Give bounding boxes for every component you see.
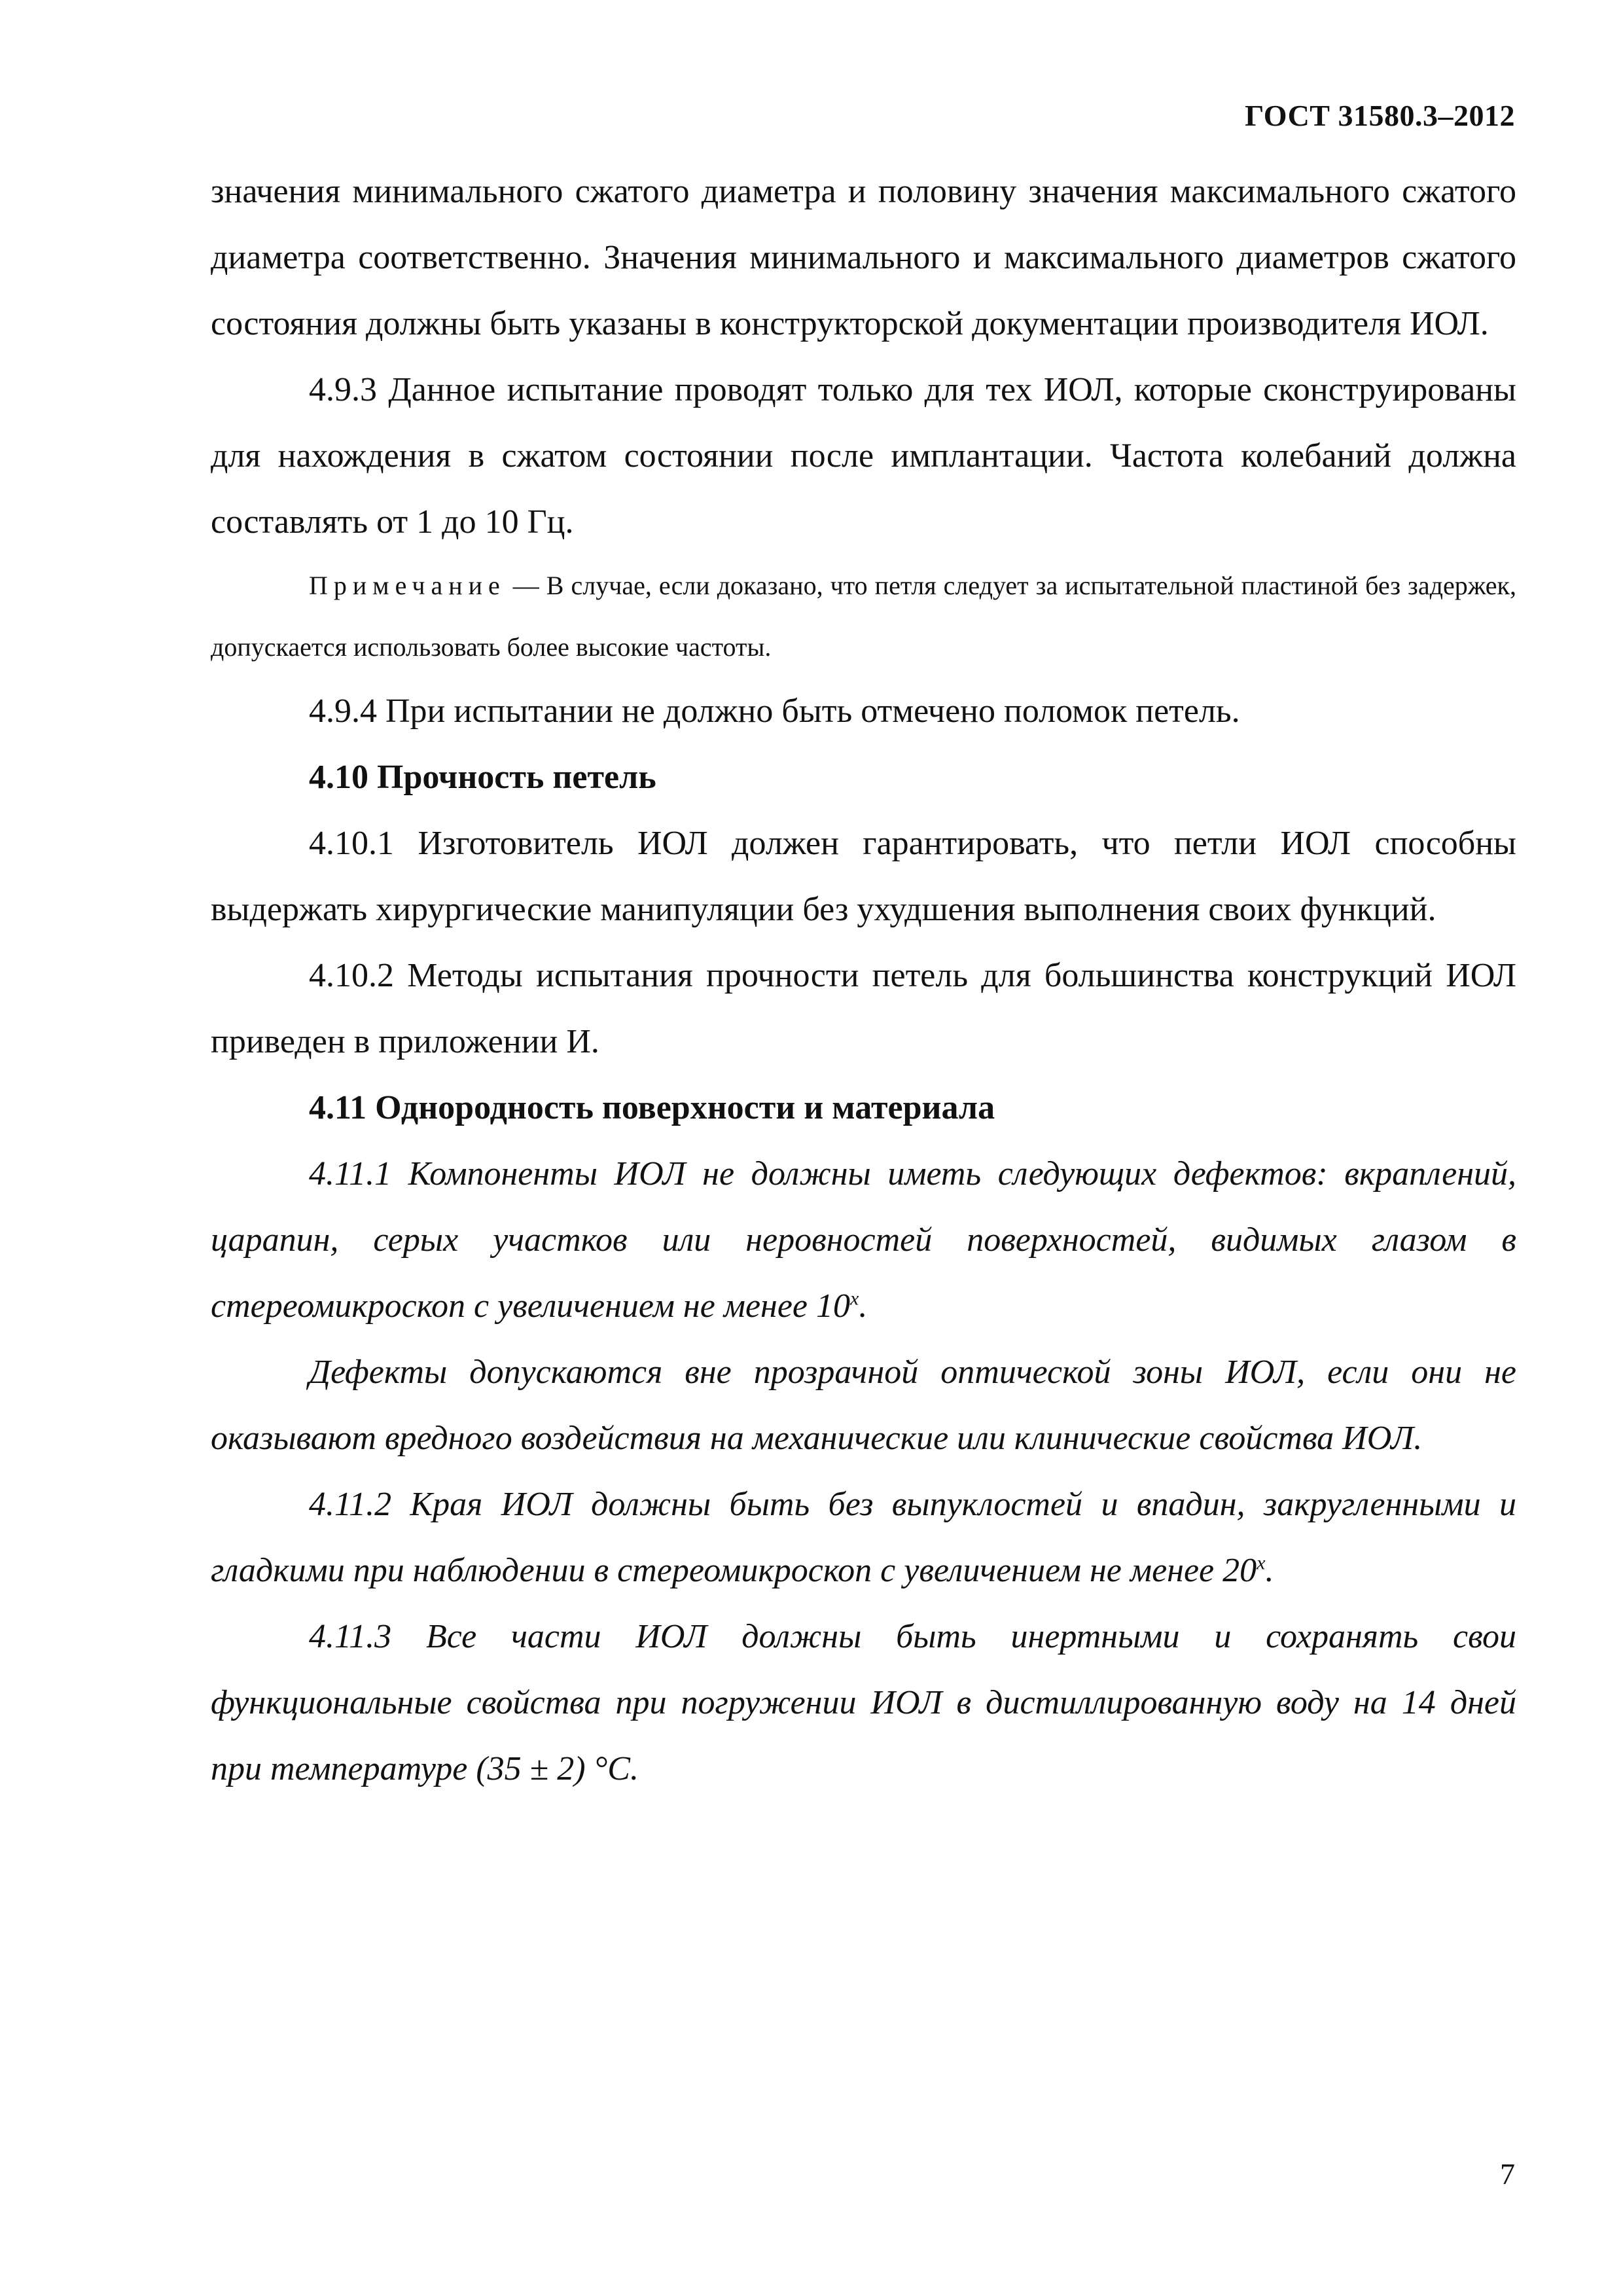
paragraph-4-11-2 [211,1471,1516,1604]
paragraph-4-11-1 [211,1141,1516,1339]
note-paragraph [211,555,1516,678]
paragraph-4-9-4: 4.9.4 При испытании не должно быть отмечено поломок петель. [309,692,1240,730]
paragraph-4-10-1: 4.10.1 Изготовитель ИОЛ должен гарантировать, что петли ИОЛ способны выдержать хирургические манипуляции без ухудшения выполнения своих функций. [211,825,1516,928]
paragraph-4-10-2: 4.10.2 Методы испытания прочности петель для большинства конструкций ИОЛ приведен в приложении И. [211,957,1516,1060]
paragraph-4-11-1-end: . [859,1287,868,1325]
paragraph-defects: Дефекты допускаются вне прозрачной оптической зоны ИОЛ, если они не оказывают вредного воздействия на механические или клинические свойства ИОЛ. [211,1354,1516,1457]
section-heading-4-11: 4.11 Однородность поверхности и материала [309,1089,995,1126]
standard-code: ГОСТ 31580.3–2012 [1245,99,1515,132]
section-heading-4-10: 4.10 Прочность петель [309,759,656,796]
paragraph-continuation: значения минимального сжатого диаметра и половину значения максимального сжатого диаметра соответственно. Значения минимального и максимального диаметров сжатого состояния должны быть указаны в конструкторской документации производителя ИОЛ. [211,173,1516,342]
page-content [211,158,1516,1802]
magnification-superscript: x [850,1287,859,1310]
paragraph-4-9-3: 4.9.3 Данное испытание проводят только для тех ИОЛ, которые сконструированы для нахождения в сжатом состоянии после имплантации. Частота колебаний должна составлять от 1 до 10 Гц. [211,371,1516,541]
page-number: 7 [1500,2157,1515,2191]
magnification-superscript: x [1257,1552,1266,1574]
note-text: — В случае, если доказано, что петля следует за испытательной пластиной без задержек, допускается использовать более высокие частоты. [211,571,1516,662]
paragraph-4-11-1-text: 4.11.1 Компоненты ИОЛ не должны иметь следующих дефектов: вкраплений, царапин, серых участков или неровностей поверхностей, видимых глазом в стереомикроскоп с увеличением не менее 10 [211,1155,1516,1325]
paragraph-4-11-2-text: 4.11.2 Края ИОЛ должны быть без выпуклостей и впадин, закругленными и гладкими при наблюдении в стереомикроскоп с увеличением не менее 20 [211,1486,1516,1589]
paragraph-4-11-3: 4.11.3 Все части ИОЛ должны быть инертными и сохранять свои функциональные свойства при погружении ИОЛ в дистиллированную воду на 14 дней при температуре (35 ± 2) °С. [211,1618,1516,1787]
note-label: Примечание [309,571,506,600]
paragraph-4-11-2-end: . [1265,1552,1274,1589]
